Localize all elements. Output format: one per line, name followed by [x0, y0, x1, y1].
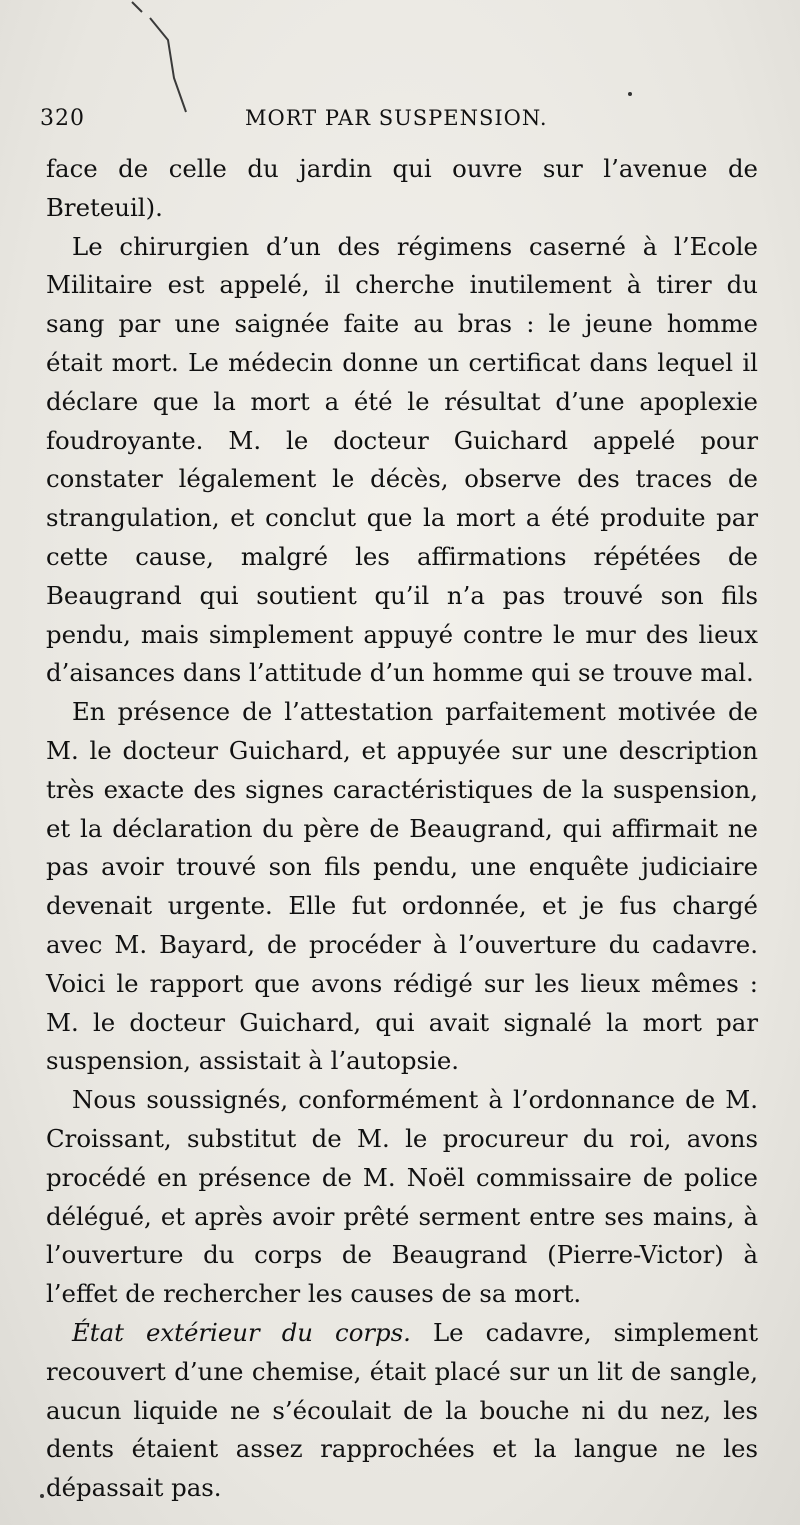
paragraph-body: Le cadavre, simplement recouvert d’une chemise, était placé sur un lit de sangle, aucun liquide ne s’écoulait de la bouche ni du nez, les dents étaient assez rapprochées et la langue ne les dépassait pas.	[46, 1317, 758, 1503]
section-lead-italic: État extérieur du corps.	[72, 1317, 411, 1347]
paragraph: Nous soussignés, conformément à l’ordonnance de M. Croissant, substitut de M. le procureur du roi, avons procédé en présence de M. Noël commissaire de police délégué, et après avoir prêté serment entre ses mains, à l’ouverture du corps de Beaugrand (Pierre-Victor) à l’effet de rechercher les causes de sa mort.	[46, 1085, 758, 1309]
paragraph: Le chirurgien d’un des régimens caserné à l’Ecole Militaire est appelé, il cherche inutilement à tirer du sang par une saignée faite au bras : le jeune homme était mort. Le médecin donne un certificat dans lequel il déclare que la mort a été le résultat d’une apoplexie foudroyante. M. le docteur Guichard appelé pour constater légalement le décès, observe des traces de strangulation, et conclut que la mort a été produite par cette cause, malgré les affirmations répétées de Beaugrand qui soutient qu’il n’a pas trouvé son fils pendu, mais simplement appuyé contre le mur des lieux d’aisances dans l’attitude d’un homme qui se trouve mal.	[46, 231, 758, 688]
page-number: 320	[40, 106, 85, 131]
ink-speck	[628, 92, 632, 96]
body-text	[46, 150, 758, 1508]
running-title: MORT PAR SUSPENSION.	[245, 106, 548, 130]
paragraph-continuation: face de celle du jardin qui ouvre sur l’avenue de Breteuil).	[46, 154, 758, 222]
ink-speck	[40, 1494, 44, 1498]
running-header	[40, 106, 760, 138]
paragraph: En présence de l’attestation parfaitement motivée de M. le docteur Guichard, et appuyée sur une description très exacte des signes caractéristiques de la suspension, et la déclaration du père de Beaugrand, qui affirmait ne pas avoir trouvé son fils pendu, une enquête judiciaire devenait urgente. Elle fut ordonnée, et je fus chargé avec M. Bayard, de procéder à l’ouverture du cadavre. Voici le rapport que avons rédigé sur les lieux mêmes : M. le docteur Guichard, qui avait signalé la mort par suspension, assistait à l’autopsie.	[46, 697, 758, 1076]
paragraph	[46, 1314, 758, 1508]
page-crease-mark	[130, 0, 220, 120]
